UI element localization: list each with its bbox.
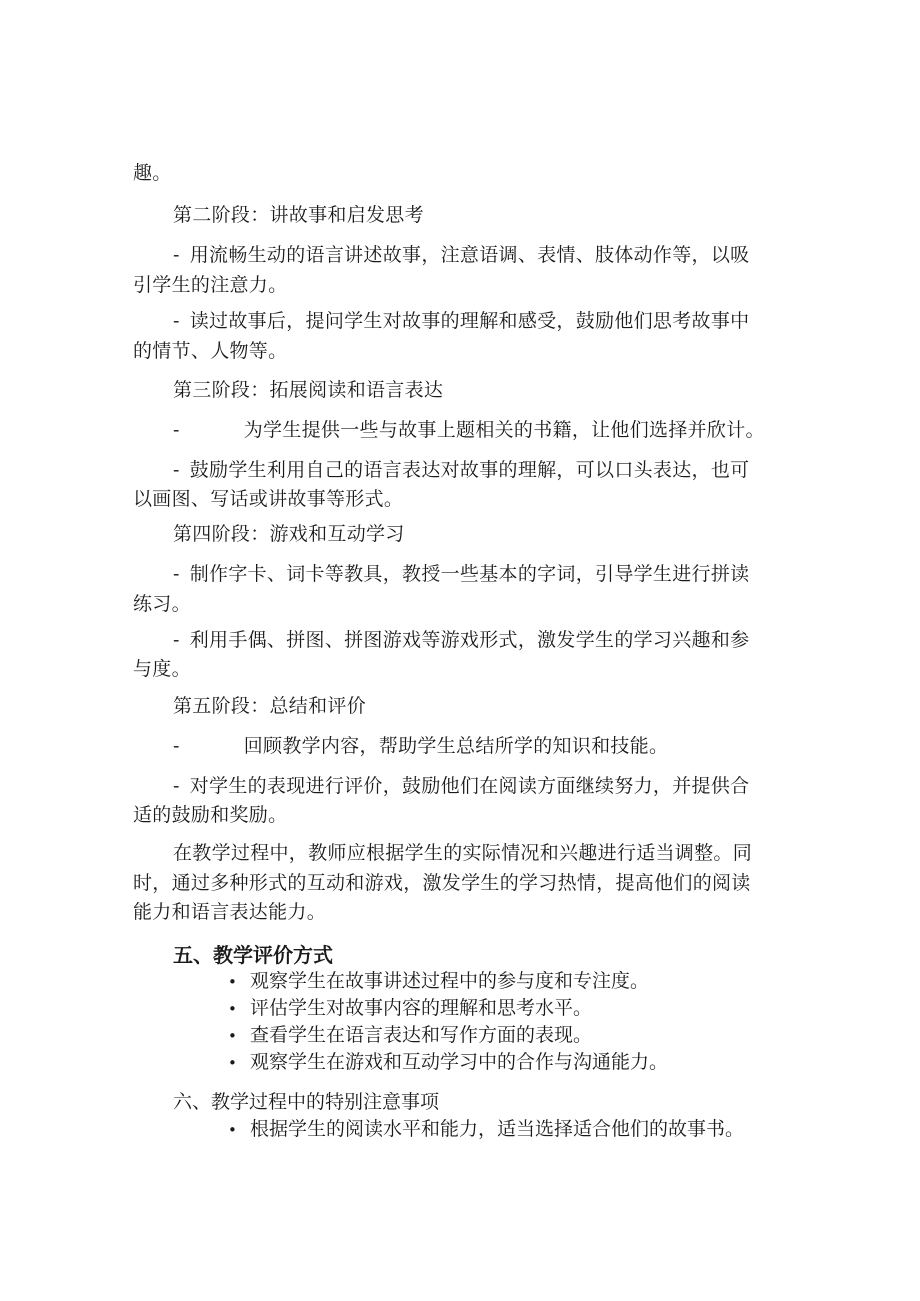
- bullet-icon: •: [228, 1054, 237, 1072]
- stage2-item2-line2: 的情节、人物等。: [133, 340, 288, 362]
- list-item: [228, 994, 592, 1023]
- stage4-item1-text: 制作字卡、词卡等教具，教授一些基本的字词，引导学生进行拼读: [189, 563, 750, 585]
- summary-line2: 时，通过多种形式的互动和游戏，激发学生的学习热情，提高他们的阅读: [133, 872, 751, 894]
- summary-line3: 能力和语言表达能力。: [133, 901, 327, 923]
- list-item-text: 观察学生在游戏和互动学习中的合作与沟通能力。: [250, 1051, 669, 1073]
- bullet-icon: •: [228, 973, 237, 991]
- dash-marker: -: [173, 419, 180, 441]
- stage4-item1-line2: 练习。: [133, 593, 191, 615]
- bullet-icon: •: [228, 1027, 237, 1045]
- section6-heading: 六、教学过程中的特别注意事项: [173, 1091, 440, 1113]
- stage2-item2-text: 读过故事后，提问学生对故事的理解和感受，鼓励他们思考故事中: [189, 310, 750, 332]
- dash-marker: -: [173, 775, 180, 797]
- bullet-icon: •: [228, 1121, 237, 1139]
- bullet-icon: •: [228, 1000, 237, 1018]
- stage5-item2-line2: 适的鼓励和奖励。: [133, 804, 288, 826]
- stage5-item2-text: 对学生的表现进行评价，鼓励他们在阅读方面继续努力，并提供合: [189, 775, 750, 797]
- stage5-item2-line1: [173, 771, 783, 801]
- stage2-item1-text: 用流畅生动的语言讲述故事，注意语调、表情、肢体动作等，以吸: [189, 244, 750, 266]
- list-item: [228, 1021, 592, 1050]
- stage5-title: 第五阶段：总结和评价: [173, 695, 367, 717]
- list-item: [228, 967, 649, 996]
- stage3-item2-text: 鼓励学生利用自己的语言表达对故事的理解，可以口头表达，也可: [189, 459, 750, 481]
- dash-marker: -: [173, 563, 180, 585]
- paragraph-continuation: 趣。: [133, 162, 172, 184]
- dash-marker: -: [173, 244, 180, 266]
- stage2-title: 第二阶段：讲故事和启发思考: [173, 204, 424, 226]
- list-item-text: 观察学生在故事讲述过程中的参与度和专注度。: [250, 970, 650, 992]
- list-item-text: 根据学生的阅读水平和能力，适当选择适合他们的故事书。: [250, 1118, 745, 1140]
- summary-line1: 在教学过程中，教师应根据学生的实际情况和兴趣进行适当调整。同: [173, 842, 753, 864]
- stage3-item1-line1: [173, 415, 783, 445]
- stage4-item2-line2: 与度。: [133, 658, 191, 680]
- stage3-item1-text: 为学生提供一些与故事上题相关的书籍，让他们选择并欣计。: [243, 419, 765, 441]
- stage4-item2-line1: [173, 625, 783, 655]
- stage2-item1-line2: 引学生的注意力。: [133, 274, 288, 296]
- stage5-item1-text: 回顾教学内容，帮助学生总结所学的知识和技能。: [243, 735, 669, 757]
- stage3-title: 第三阶段：拓展阅读和语言表达: [173, 379, 444, 401]
- stage2-item2-line1: [173, 306, 783, 336]
- list-item: [228, 1048, 668, 1077]
- list-item: [228, 1115, 744, 1144]
- stage3-item2-line2: 以画图、写话或讲故事等形式。: [133, 488, 404, 510]
- list-item-text: 评估学生对故事内容的理解和思考水平。: [250, 997, 593, 1019]
- stage4-item2-text: 利用手偶、拼图、拼图游戏等游戏形式，激发学生的学习兴趣和参: [189, 629, 750, 651]
- stage4-item1-line1: [173, 559, 783, 589]
- stage2-item1-line1: [173, 240, 783, 270]
- dash-marker: -: [173, 629, 180, 651]
- stage3-item2-line1: [173, 455, 783, 485]
- list-item-text: 查看学生在语言表达和写作方面的表现。: [250, 1024, 593, 1046]
- section5-heading: 五、教学评价方式: [173, 943, 333, 967]
- dash-marker: -: [173, 735, 180, 757]
- stage5-item1-line1: [173, 731, 783, 761]
- dash-marker: -: [173, 310, 180, 332]
- dash-marker: -: [173, 459, 180, 481]
- stage4-title: 第四阶段：游戏和互动学习: [173, 523, 405, 545]
